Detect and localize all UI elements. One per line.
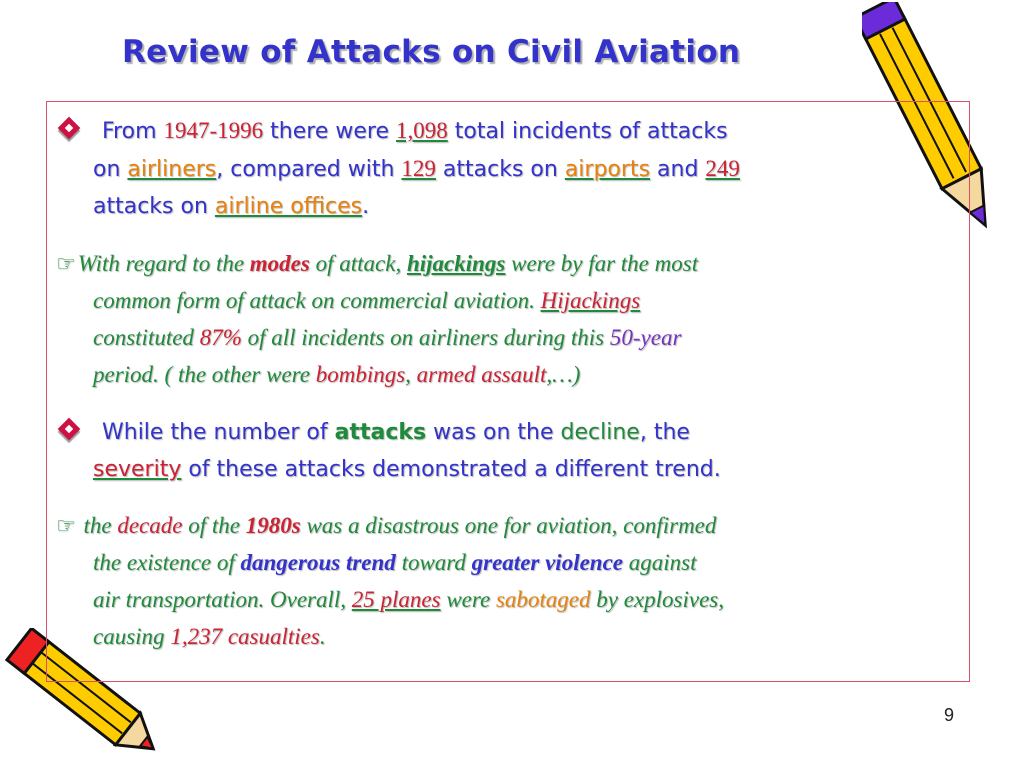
keyword-bombings: bombings xyxy=(315,362,406,387)
text: constituted xyxy=(93,325,200,350)
text: of these attacks demonstrated a different trend. xyxy=(181,457,721,482)
text: there were xyxy=(263,119,396,144)
text: against xyxy=(623,550,697,575)
keyword-hijackings-2: Hijackings xyxy=(540,288,641,313)
airport-attack-count: 129 xyxy=(401,156,436,181)
keyword-airports: airports xyxy=(564,157,651,182)
keyword-causing: causing xyxy=(93,624,165,649)
text-line xyxy=(56,319,966,356)
text: total incidents of attacks xyxy=(447,119,728,144)
keyword-armed-assault: armed assault xyxy=(416,362,547,387)
text: of the xyxy=(182,513,246,538)
text-line xyxy=(56,356,966,393)
text: . xyxy=(319,624,326,649)
text: by explosives, xyxy=(590,587,724,612)
keyword-airline-offices: airline offices xyxy=(214,194,363,219)
keyword-decline: decline xyxy=(560,420,640,445)
text: toward xyxy=(395,550,472,575)
keyword-attacks: attacks xyxy=(334,420,427,445)
text: ,…) xyxy=(546,362,581,387)
bullet-paragraph-severity xyxy=(56,414,966,488)
text: , the xyxy=(639,420,690,445)
text: the xyxy=(77,513,118,538)
text: common form of attack on commercial aviation. xyxy=(93,288,541,313)
slide-title: Review of Attacks on Civil Aviation xyxy=(122,34,741,70)
hand-paragraph-hijackings xyxy=(56,245,966,393)
keyword-modes: modes xyxy=(249,251,310,276)
keyword-hijackings: hijackings xyxy=(406,251,506,276)
hand-paragraph-1980s xyxy=(56,507,966,655)
bullet-paragraph-incidents xyxy=(56,112,966,225)
text: on xyxy=(93,157,128,182)
text: and xyxy=(650,157,706,182)
text: of attack, xyxy=(309,251,407,276)
diamond-bullet-icon xyxy=(56,417,82,443)
text-line xyxy=(56,112,966,150)
text: was on the xyxy=(426,420,561,445)
casualties-count: 1,237 casualties xyxy=(170,624,320,649)
text-line xyxy=(56,618,966,655)
years-range: 1947-1996 xyxy=(163,118,264,143)
text-line xyxy=(56,188,966,225)
keyword-severity: severity xyxy=(93,457,182,482)
text: air transportation. Overall, xyxy=(93,587,352,612)
page-number: 9 xyxy=(944,705,955,725)
text: were by far the most xyxy=(505,251,699,276)
text-line xyxy=(56,150,966,188)
text: was a disastrous one for aviation, confirmed xyxy=(300,513,717,538)
planes-count: 25 planes xyxy=(351,587,441,612)
period-length: 50-year xyxy=(609,325,682,350)
text: of all incidents on airliners during this xyxy=(241,325,610,350)
incident-count: 1,098 xyxy=(395,118,448,143)
text: , xyxy=(405,362,417,387)
text-line xyxy=(56,507,966,544)
keyword-dangerous-trend: dangerous trend xyxy=(240,550,396,575)
text-line xyxy=(56,282,966,319)
pointing-hand-icon: ☞ xyxy=(56,513,76,538)
keyword-airliners: airliners xyxy=(127,157,217,182)
text: period. ( the other were xyxy=(93,362,316,387)
pointing-hand-icon: ☞ xyxy=(56,251,76,276)
keyword-decade: decade xyxy=(117,513,183,538)
text: From xyxy=(102,119,164,144)
text: were xyxy=(440,587,496,612)
text-line xyxy=(56,544,966,581)
text-line xyxy=(56,245,966,282)
text: , compared with xyxy=(216,157,402,182)
text: With regard to the xyxy=(77,251,250,276)
text: While the number of xyxy=(102,420,335,445)
keyword-greater-violence: greater violence xyxy=(471,550,624,575)
office-attack-count: 249 xyxy=(705,156,740,181)
text-line xyxy=(56,414,966,451)
diamond-bullet-icon xyxy=(56,116,82,142)
text: attacks on xyxy=(93,194,215,219)
text: attacks on xyxy=(435,157,565,182)
percentage-value: 87% xyxy=(199,325,242,350)
keyword-sabotaged: sabotaged xyxy=(495,587,591,612)
text-line xyxy=(56,581,966,618)
text: the existence of xyxy=(93,550,241,575)
text: . xyxy=(362,194,370,219)
text-line xyxy=(56,451,966,488)
keyword-1980s: 1980s xyxy=(245,513,301,538)
